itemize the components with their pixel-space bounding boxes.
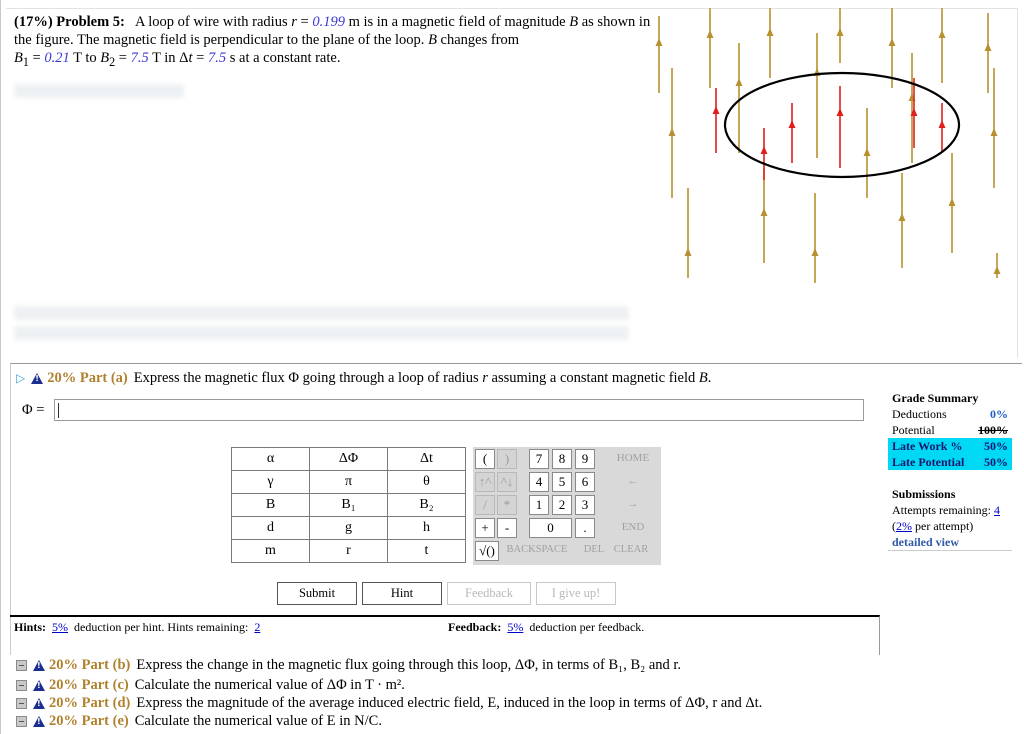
attempts-row: Attempts remaining: 4 bbox=[892, 503, 1000, 517]
submissions-title: Submissions bbox=[892, 487, 956, 501]
field-arrow-head bbox=[864, 148, 871, 156]
answer-input[interactable] bbox=[54, 399, 864, 421]
collapse-icon[interactable] bbox=[16, 716, 27, 727]
symbol-delta-t[interactable]: Δt bbox=[388, 448, 466, 471]
key-6[interactable]: 6 bbox=[575, 472, 595, 492]
late-potential-row: Late Potential 50% bbox=[888, 454, 1012, 470]
given-radius: 0.199 bbox=[312, 14, 345, 30]
symbol-delta-phi[interactable]: ΔΦ bbox=[310, 448, 388, 471]
given-dt: 7.5 bbox=[207, 50, 227, 66]
field-arrow-head bbox=[736, 78, 743, 86]
hints-remaining-link[interactable]: 2 bbox=[254, 620, 261, 634]
symbol-d[interactable]: d bbox=[232, 517, 310, 540]
field-arrow-head bbox=[685, 248, 692, 256]
symbol-gamma[interactable]: γ bbox=[232, 471, 310, 494]
key-2[interactable]: 2 bbox=[552, 495, 572, 515]
key-end[interactable]: END bbox=[621, 521, 645, 533]
feedback-deduction-link[interactable]: 5% bbox=[507, 620, 524, 634]
symbol-alpha[interactable]: α bbox=[232, 448, 310, 471]
symbol-r[interactable]: r bbox=[310, 540, 388, 563]
symbol-t[interactable]: t bbox=[388, 540, 466, 563]
part-b-header[interactable]: ! 20% Part (b) Express the change in the magnetic flux going through this loop, ΔΦ, in terms of B₁, B₂ and r. bbox=[16, 657, 681, 674]
field-arrow-head bbox=[985, 43, 992, 51]
per-attempt-row: (2% per attempt) bbox=[892, 519, 974, 533]
detailed-view-link[interactable]: detailed view bbox=[892, 535, 959, 549]
part-c-header[interactable]: ! 20% Part (c) Calculate the numerical value of ΔΦ in T · m². bbox=[16, 677, 405, 694]
field-arrow-head bbox=[761, 208, 768, 216]
attempts-remaining-link[interactable]: 4 bbox=[993, 503, 1000, 517]
part-a-header: ▷ ! 20% Part (a) Express the magnetic flux Φ going through a loop of radius r assuming a constant magnetic field B . bbox=[16, 370, 711, 387]
key-del[interactable]: DEL bbox=[583, 544, 605, 555]
field-arrow-head bbox=[991, 128, 998, 136]
field-arrow-head bbox=[713, 106, 720, 114]
key-rparen: ) bbox=[497, 449, 517, 469]
warning-icon bbox=[33, 716, 45, 727]
redacted-area-1 bbox=[14, 84, 184, 98]
symbol-g[interactable]: g bbox=[310, 517, 388, 540]
text-cursor bbox=[58, 403, 59, 418]
key-dot[interactable]: . bbox=[575, 518, 595, 538]
expand-arrow-icon[interactable]: ▷ bbox=[16, 371, 26, 385]
part-e-header[interactable]: ! 20% Part (e) Calculate the numerical value of E in N/C. bbox=[16, 713, 382, 730]
grade-summary bbox=[888, 390, 1012, 551]
submit-button[interactable]: Submit bbox=[277, 582, 357, 605]
calculator-keypad bbox=[473, 447, 661, 565]
part-d-header[interactable]: ! 20% Part (d) Express the magnitude of the average induced electric field, E, induced in the loop in terms of ΔΦ, r and Δt. bbox=[16, 695, 762, 712]
given-b2: 7.5 bbox=[130, 50, 149, 66]
warning-icon bbox=[31, 373, 43, 384]
symbol-palette bbox=[231, 447, 466, 563]
symbol-b1[interactable]: B₁ bbox=[310, 494, 388, 517]
field-arrow-head bbox=[889, 38, 896, 46]
answer-label: Φ = bbox=[22, 402, 45, 418]
field-arrow-head bbox=[812, 248, 819, 256]
key-backspace[interactable]: BACKSPACE bbox=[506, 544, 568, 555]
key-5[interactable]: 5 bbox=[552, 472, 572, 492]
warning-icon bbox=[33, 660, 45, 671]
problem-header: (17%) Problem 5: bbox=[14, 14, 125, 30]
collapse-icon[interactable] bbox=[16, 680, 27, 691]
redacted-area-3 bbox=[14, 326, 629, 340]
redacted-area-2 bbox=[14, 306, 629, 320]
problem-statement: (17%) Problem 5: A loop of wire with radius r = 0.199 m is in a magnetic field of magnitude B as shown in the figure. The magnetic field is perpendicular to the plane of the loop. B changes from $B_1 = 0.21$ T to $B_2 = 7.5$ T in Δt = 7.5 s at a constant rate. bbox=[14, 14, 651, 69]
symbol-b2[interactable]: B₂ bbox=[388, 494, 466, 517]
given-b1: 0.21 bbox=[44, 50, 70, 66]
hints-info: Hints: 5% deduction per hint. Hints remaining: 2 bbox=[14, 620, 261, 634]
key-4[interactable]: 4 bbox=[529, 472, 549, 492]
late-work-row: Late Work % 50% bbox=[888, 438, 1012, 454]
field-arrow-head bbox=[939, 30, 946, 38]
grade-summary-title: Grade Summary bbox=[892, 391, 979, 405]
wire-loop bbox=[725, 73, 959, 177]
key-sqrt[interactable]: √() bbox=[475, 541, 499, 561]
field-arrow-head bbox=[707, 30, 714, 38]
key-left-arrow[interactable]: ← bbox=[627, 475, 639, 487]
collapse-icon[interactable] bbox=[16, 698, 27, 709]
field-arrow-head bbox=[789, 120, 796, 128]
hint-button[interactable]: Hint bbox=[362, 582, 442, 605]
field-arrow-head bbox=[994, 266, 1001, 274]
key-minus[interactable]: - bbox=[497, 518, 517, 538]
key-multiply: * bbox=[497, 495, 517, 515]
field-arrow-head bbox=[837, 28, 844, 36]
feedback-button: Feedback bbox=[447, 582, 531, 605]
deductions-row: Deductions 0% bbox=[892, 407, 1008, 421]
left-frame-border bbox=[0, 0, 1, 734]
per-attempt-link[interactable]: 2% bbox=[896, 519, 912, 533]
symbol-pi[interactable]: π bbox=[310, 471, 388, 494]
potential-row: Potential 100% bbox=[892, 423, 1008, 437]
feedback-info: Feedback: 5% deduction per feedback. bbox=[448, 620, 645, 634]
key-7[interactable]: 7 bbox=[529, 449, 549, 469]
symbol-b[interactable]: B bbox=[232, 494, 310, 517]
warning-icon bbox=[33, 698, 45, 709]
give-up-button: I give up! bbox=[536, 582, 616, 605]
collapse-icon[interactable] bbox=[16, 660, 27, 671]
symbol-theta[interactable]: θ bbox=[388, 471, 466, 494]
field-arrow-head bbox=[761, 146, 768, 154]
key-divide: / bbox=[475, 495, 495, 515]
magnetic-field-figure bbox=[652, 8, 1022, 283]
key-0[interactable]: 0 bbox=[529, 518, 572, 538]
symbol-h[interactable]: h bbox=[388, 517, 466, 540]
field-arrow-head bbox=[939, 120, 946, 128]
key-1[interactable]: 1 bbox=[529, 495, 549, 515]
key-9[interactable]: 9 bbox=[575, 449, 595, 469]
key-clear[interactable]: CLEAR bbox=[613, 544, 649, 555]
field-arrow-head bbox=[899, 213, 906, 221]
warning-icon bbox=[33, 680, 45, 691]
key-8[interactable]: 8 bbox=[552, 449, 572, 469]
key-plus[interactable]: + bbox=[475, 518, 495, 538]
field-arrow-head bbox=[949, 198, 956, 206]
key-subscript: ^↓ bbox=[497, 472, 517, 492]
symbol-m[interactable]: m bbox=[232, 540, 310, 563]
hint-deduction-link[interactable]: 5% bbox=[52, 620, 69, 634]
key-home[interactable]: HOME bbox=[616, 452, 650, 464]
key-superscript: ↑^ bbox=[475, 472, 495, 492]
key-lparen[interactable]: ( bbox=[475, 449, 495, 469]
key-right-arrow[interactable]: → bbox=[627, 498, 639, 510]
field-arrow-head bbox=[837, 108, 844, 116]
field-arrow-head bbox=[669, 128, 676, 136]
field-arrow-head bbox=[656, 38, 663, 46]
field-arrow-head bbox=[767, 28, 774, 36]
key-3[interactable]: 3 bbox=[575, 495, 595, 515]
